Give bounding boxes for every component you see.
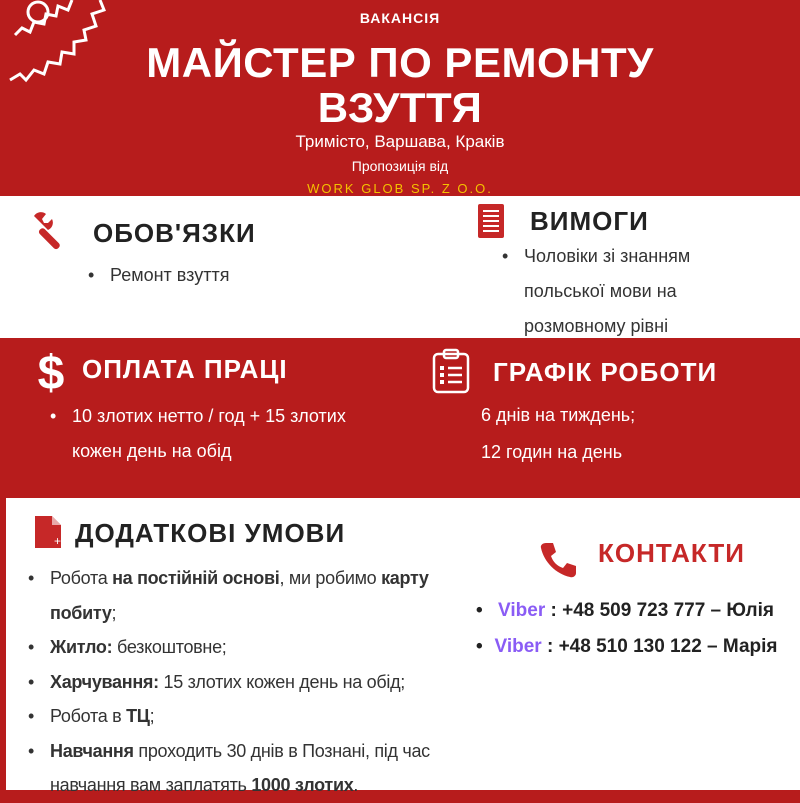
contacts-list xyxy=(486,593,786,665)
conditions-title: ДОДАТКОВІ УМОВИ xyxy=(75,518,346,548)
list-item: • Робота в ТЦ; xyxy=(26,699,446,734)
contact-phone[interactable]: : +48 510 130 122 – Марія xyxy=(541,636,778,657)
list-item: • Робота на постійній основі, ми робимо карту побиту; xyxy=(26,561,446,630)
contacts-title: КОНТАКТИ xyxy=(598,538,745,568)
viber-label: Viber xyxy=(498,600,546,621)
company-name: WORK GLOB SP. Z O.O. xyxy=(307,181,493,196)
offer-from: Пропозиція від xyxy=(351,158,449,174)
svg-text:$: $ xyxy=(37,347,65,395)
contact-phone[interactable]: : +48 509 723 777 – Юлія xyxy=(545,600,774,621)
list-item: • Житло: безкоштовне; xyxy=(26,630,446,665)
schedule-hours: 12 годин на день xyxy=(481,442,623,462)
conditions-list xyxy=(26,561,446,803)
schedule-title: ГРАФІК РОБОТИ xyxy=(493,357,718,387)
phone-icon xyxy=(538,540,578,580)
duties-list xyxy=(86,258,366,293)
schedule-text xyxy=(481,397,781,471)
requirements-title: ВИМОГИ xyxy=(530,206,649,236)
list-item: • Харчування: 15 злотих кожен день на обід; xyxy=(26,665,446,700)
document-icon xyxy=(35,516,61,548)
document-lines-icon xyxy=(478,204,504,238)
wrench-icon xyxy=(30,210,70,250)
title-line-2: ВЗУТТЯ xyxy=(317,84,483,131)
schedule-days: 6 днів на тиждень; xyxy=(481,405,636,425)
list-item: • Ремонт взуття xyxy=(86,258,366,293)
title-line-1: МАЙСТЕР ПО РЕМОНТУ xyxy=(146,39,654,86)
requirements-list xyxy=(500,239,740,344)
payment-title: ОПЛАТА ПРАЦІ xyxy=(82,354,288,384)
viber-label: Viber xyxy=(494,636,542,657)
list-item: • 10 злотих нетто / год + 15 злотих кожен день на обід xyxy=(48,399,348,469)
list-item: • Навчання проходить 30 днів в Познані, під час навчання вам заплатять 1000 злотих. xyxy=(26,734,446,803)
dollar-icon xyxy=(32,345,70,395)
svg-text:+: + xyxy=(54,534,61,548)
cities: Тримісто, Варшава, Краків xyxy=(295,132,505,151)
duties-requirements-panel xyxy=(0,196,800,338)
payment-list xyxy=(48,399,348,469)
clipboard-icon xyxy=(432,348,470,394)
contact-item xyxy=(486,629,786,665)
vacancy-tag: ВАКАНСІЯ xyxy=(359,10,441,26)
duties-title: ОБОВ'ЯЗКИ xyxy=(93,218,256,248)
contact-item xyxy=(486,593,786,629)
list-item: • Чоловіки зі знанням польської мови на розмовному рівні xyxy=(500,239,740,344)
conditions-contacts-panel xyxy=(6,498,800,795)
page-title xyxy=(0,40,800,130)
